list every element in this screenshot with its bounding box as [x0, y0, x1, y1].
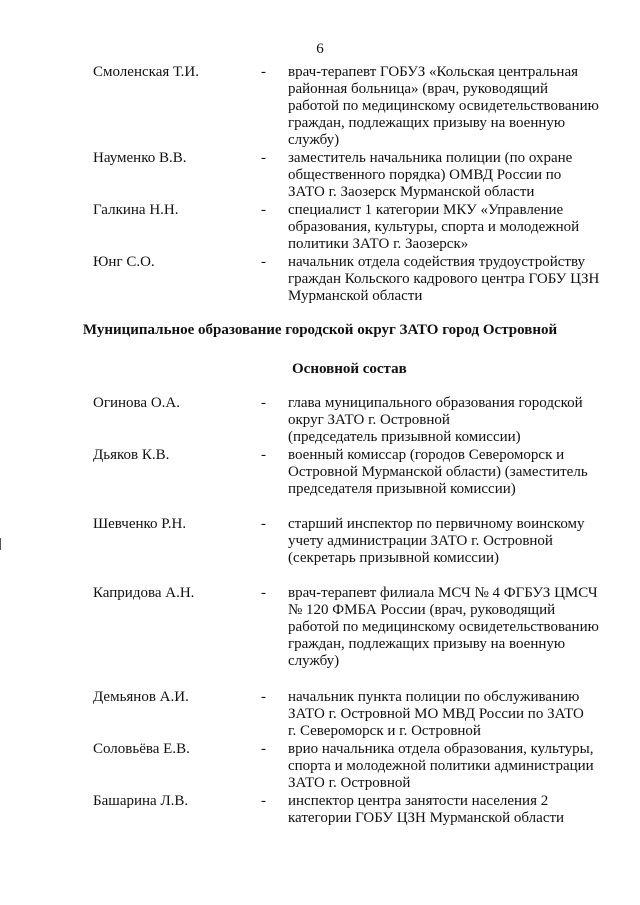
section-subheading: Основной состав: [292, 361, 407, 377]
member-name: Галкина Н.Н.: [93, 202, 179, 218]
dash-separator: -: [261, 447, 266, 463]
member-role: врио начальника отдела образования, культуры, спорта и молодежной политики администрации ЗАТО г. Островной: [288, 741, 594, 791]
member-name: Дьяков К.В.: [93, 447, 170, 463]
section-heading: Муниципальное образование городской округ ЗАТО город Островной: [82, 322, 558, 338]
dash-separator: -: [261, 793, 266, 809]
member-name: Науменко В.В.: [93, 150, 187, 166]
dash-separator: -: [261, 516, 266, 532]
member-role: заместитель начальника полиции (по охране общественного порядка) ОМВД России по ЗАТО г. Заозерск Мурманской области: [288, 150, 573, 200]
member-name: Смоленская Т.И.: [93, 64, 199, 80]
dash-separator: -: [261, 202, 266, 218]
scan-margin-mark: [0, 538, 1, 550]
member-name: Башарина Л.В.: [93, 793, 189, 809]
member-role: начальник пункта полиции по обслуживанию ЗАТО г. Островной МО МВД России по ЗАТО г. Североморск и г. Островной: [288, 689, 584, 739]
member-role: глава муниципального образования городской округ ЗАТО г. Островной (председатель призывной комиссии): [288, 395, 583, 445]
member-role: специалист 1 категории МКУ «Управление образования, культуры, спорта и молодежной политики ЗАТО г. Заозерск»: [288, 202, 580, 252]
dash-separator: -: [261, 395, 266, 411]
dash-separator: -: [261, 689, 266, 705]
dash-separator: -: [261, 64, 266, 80]
dash-separator: -: [261, 254, 266, 270]
member-name: Огинова О.А.: [93, 395, 180, 411]
dash-separator: -: [261, 741, 266, 757]
member-name: Соловьёва Е.В.: [93, 741, 190, 757]
member-role: инспектор центра занятости населения 2 категории ГОБУ ЦЗН Мурманской области: [288, 793, 565, 826]
page-number: 6: [316, 41, 324, 57]
member-name: Шевченко Р.Н.: [93, 516, 187, 532]
member-name: Капридова А.Н.: [93, 585, 195, 601]
member-role: военный комиссар (городов Североморск и Островной Мурманской области) (заместитель председателя призывной комиссии): [288, 447, 588, 497]
member-name: Демьянов А.И.: [93, 689, 189, 705]
member-role: старший инспектор по первичному воинскому учету администрации ЗАТО г. Островной (секретарь призывной комиссии): [288, 516, 585, 566]
dash-separator: -: [261, 150, 266, 166]
member-role: врач-терапевт филиала МСЧ № 4 ФГБУЗ ЦМСЧ № 120 ФМБА России (врач, руководящий работой по медицинскому освидетельствованию граждан, подлежащих призыву на военную службу): [288, 585, 599, 669]
member-name: Юнг С.О.: [93, 254, 155, 270]
dash-separator: -: [261, 585, 266, 601]
member-role: врач-терапевт ГОБУЗ «Кольская центральная районная больница» (врач, руководящий работой по медицинскому освидетельствованию граждан, подлежащих призыву на военную службу): [288, 64, 599, 148]
member-role: начальник отдела содействия трудоустройству граждан Кольского кадрового центра ГОБУ ЦЗН Мурманской области: [288, 254, 600, 304]
